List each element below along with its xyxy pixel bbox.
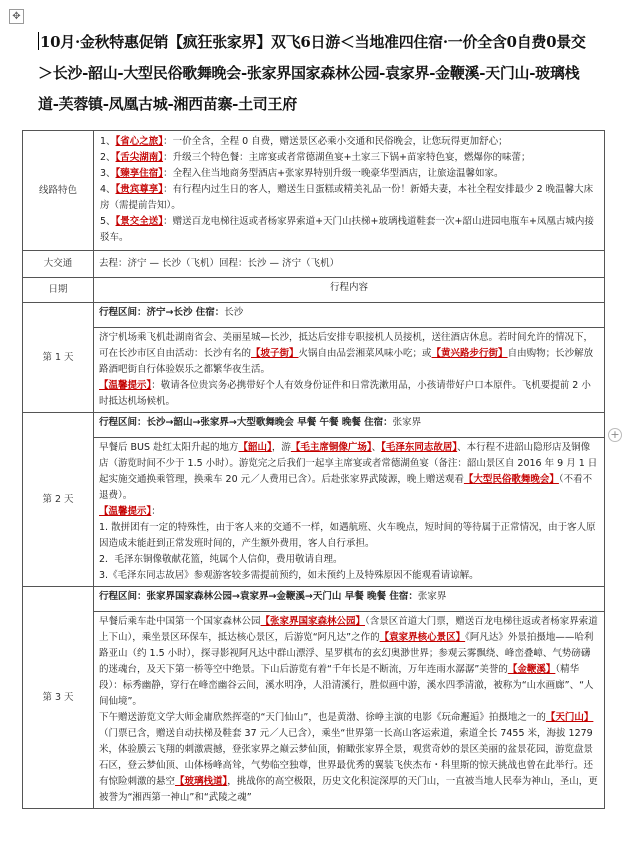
add-column-icon[interactable]: + xyxy=(608,428,622,442)
table-row xyxy=(23,612,605,809)
table-row xyxy=(23,587,605,612)
table-row xyxy=(23,328,605,413)
day-label: 第 2 天 xyxy=(23,413,94,587)
feature-item: 3、【臻享住宿】：全程入住当地商务型酒店+张家界特别升级一晚豪华型酒店，让旅途温馨如家。 xyxy=(100,168,504,179)
text-cursor xyxy=(38,32,39,50)
row-label: 线路特色 xyxy=(23,131,94,251)
table-header-row xyxy=(23,278,605,303)
day-label: 第 3 天 xyxy=(23,587,94,809)
day-description: 济宁机场乘飞机赴湖南省会、美丽星城—长沙，抵达后安排专职接机人员接机，送往酒店休息。若时间允许的情况下，可在长沙市区自由活动：长沙有名的【坡子街】火锅自由品尝湘菜风味小吃；或【黄兴路步行街】自由购物；长沙解放路酒吧街自行体验娱乐之都繁华夜生活。 【温馨提示】：敬请各位贵宾务必携带好个人有效身份证件和日常洗漱用品，小孩请带好户口本原件。飞机要提前 2 小时抵达机场候机。 xyxy=(94,328,605,413)
tip-item: 3.《毛泽东同志故居》参观游客较多需提前预约，如未预约上及特殊原因不能观看请谅解。 xyxy=(99,570,479,581)
day-description: 早餐后乘车赴中国第一个国家森林公园【张家界国家森林公园】（含景区首道大门票，赠送百龙电梯往返或者杨家界索道上下山），乘坐景区环保车，抵达核心景区，后游览“阿凡达”之作的【袁家界核心景区】《阿凡达》外景拍摄地——哈利路亚山（约 1.5 小时），探寻影视阿凡达中群山漂浮、星罗棋布的玄幻奥渺世界；参观云雾飘绕、峰峦叠嶂、气势磅礴的迷魂台，及天下第一桥等空中绝景。下山后游览有着“千年长是不断流，万年连雨水潺潺”美誉的【金鞭溪】（精华段）：标秀幽静，穿行在峰峦幽谷云间，溪水明净，人沿清溪行，胜似画中游，溪水四季清澈，被称为“山水画廊”、“人间仙境”。 下午赠送游览文学大师金庸欣然挥毫的“天门仙山”，也是黄渤、徐峥主演的电影《玩命邂逅》拍摄地之一的【天门山】（门票已含，赠送自动扶梯及鞋套 37 元／人已含），乘坐“世界第一长高山客运索道，索道全长 7455 米，海拔 1279 米，体验膜云飞翔的刺激震撼，登张家界之巅云梦仙顶，俯瞰张家界全景，观赏奇妙的景区美丽的盆景花园，游览盘景石区，登云梦仙顶、山体杨峰高耸，气势临空独尊，世界最优秀的翼装飞侠杰布・科里斯的惊天挑战也曾在此举行。还有惊险刺激的悬空【玻璃栈道】，挑战你的高空极限，历史文化积淀深厚的天门山，一直被当地人民奉为神山，圣山，更被誉为“湘西第一神山”和“武陵之魂” xyxy=(94,612,605,809)
table-row xyxy=(23,438,605,587)
row-label: 大交通 xyxy=(23,251,94,278)
day-description: 早餐后 BUS 赴红太阳升起的地方【韶山】，游【毛主席铜像广场】、【毛泽东同志故居】、本行程不进韶山隐形店及铜像店（游览时间不少于 1.5 小时）。游览完之后我们一起享主席宴或者常德湖鱼宴（备注：韶山景区自 2016 年 9 月 1 日起实施交通换乘管理，换乘车 20 元／人费用已含）。后赴张家界武陵源，晚上赠送观看【大型民俗歌舞晚会】（不看不退费）。 【温馨提示】： 1. 散拼团有一定的特殊性，由于客人来的交通不一样，如遇航班、火车晚点，短时间的等待属于正常情况，由于客人原因造成未能赶到正常发班时间的，产生额外费用，客人自行承担。 2．毛泽东铜像敬献花篮，纯属个人信仰，费用敬请自理。 3.《毛泽东同志故居》参观游客较多需提前预约，如未预约上及特殊原因不能观看请谅解。 xyxy=(94,438,605,587)
table-row xyxy=(23,413,605,438)
page-title: 10月·金秋特惠促销【疯狂张家界】双飞6日游＜当地准四住宿·一价全含0自费0景交＞长沙-韶山-大型民俗歌舞晚会-张家界国家森林公园-袁家界-金鞭溪-天门山-玻璃栈道-芙蓉镇-凤凰古城-湘西苗寨-土司王府 xyxy=(38,33,586,113)
content-header: 行程内容 xyxy=(94,278,605,303)
features-cell xyxy=(94,131,605,251)
tip-item: 1. 散拼团有一定的特殊性，由于客人来的交通不一样，如遇航班、火车晚点，短时间的等待属于正常情况，由于客人原因造成未能赶到正常发班时间的，产生额外费用，客人自行承担。 xyxy=(99,522,596,549)
itinerary-table xyxy=(22,130,605,809)
feature-item: 4、【贵宾尊享】：有行程内过生日的客人，赠送生日蛋糕或精美礼品一份！新婚夫妻，本社全程安排最少 2 晚温馨大床房（需提前告知）。 xyxy=(100,184,594,211)
table-row xyxy=(23,251,605,278)
feature-item: 2、【舌尖湖南】：升级三个特色餐：主席宴或者常德湖鱼宴+土家三下锅+苗家特色宴，燃爆你的味蕾； xyxy=(100,152,531,163)
feature-item: 1、【省心之旅】：一价全含，全程 0 自费，赠送景区必乘小交通和民俗晚会，让您玩得更加舒心； xyxy=(100,136,508,147)
date-header: 日期 xyxy=(23,278,94,303)
table-row xyxy=(23,303,605,328)
transport-cell: 去程：济宁 — 长沙（飞机）回程：长沙 — 济宁（飞机） xyxy=(94,251,605,278)
tip-item: 2．毛泽东铜像敬献花篮，纯属个人信仰，费用敬请自理。 xyxy=(99,554,343,565)
table-row xyxy=(23,131,605,251)
day-label: 第 1 天 xyxy=(23,303,94,413)
day-route: 行程区间：济宁→长沙 住宿：长沙 xyxy=(94,303,605,328)
day-route: 行程区间：长沙→韶山→张家界→大型歌舞晚会 早餐 午餐 晚餐 住宿：张家界 xyxy=(94,413,605,438)
feature-item: 5、【景交全送】：赠送百龙电梯往返或者杨家界索道+天门山扶梯+玻璃栈道鞋套一次+韶山进园电瓶车+凤凰古城内接驳车。 xyxy=(100,216,594,243)
table-move-handle-icon[interactable]: ✥ xyxy=(9,9,24,24)
day-route: 行程区间：张家界国家森林公园→袁家界→金鞭溪→天门山 早餐 晚餐 住宿：张家界 xyxy=(94,587,605,612)
